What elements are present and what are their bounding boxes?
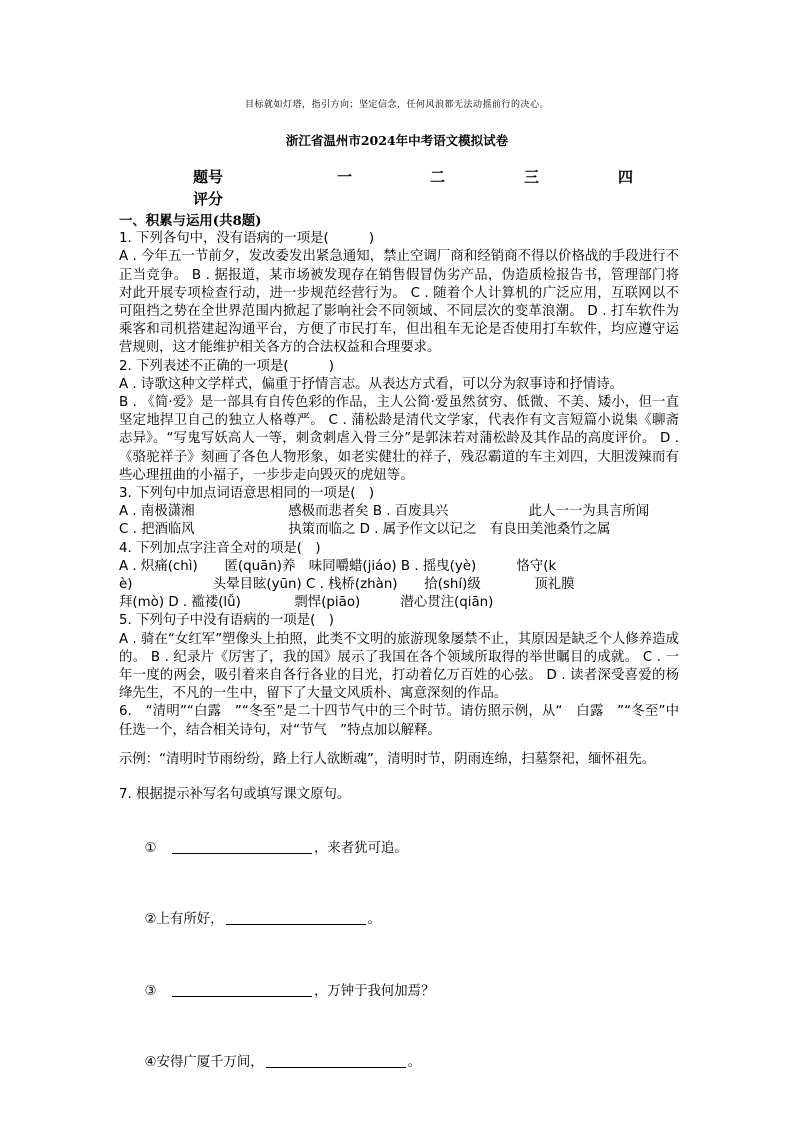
q7-item-3-prefix: ③ (144, 983, 170, 999)
score-table-col-1: 一 (337, 168, 353, 186)
q7-stem: 7. 根据提示补写名句或填写课文原句。 (119, 787, 351, 803)
answer-blank[interactable] (172, 840, 312, 854)
answer-blank[interactable] (172, 983, 312, 997)
q7-item-1-prefix: ① (144, 840, 170, 856)
q3-line-2: C . 把酒临风 执策而临之 D . 属予作文以记之 有良田美池桑竹之属 (119, 522, 611, 538)
score-table-header-label: 题号 (193, 168, 224, 186)
q6-example: 示例：“清明时节雨纷纷，路上行人欲断魂”，清明时节，阴雨连绵，扫墓祭祀，缅怀祖先。 (119, 751, 656, 767)
question-content (119, 212, 684, 1091)
exam-title: 浙江省温州市2024年中考语文模拟试卷 (285, 133, 509, 148)
q2-option-a: A . 诗歌这种文学样式，偏重于抒情言志。从表达方式看，可以分为叙事诗和抒情诗。 (119, 376, 623, 392)
motto-header: 目标就如灯塔，指引方向；坚定信念，任何风浪都无法动摇前行的决心。 (244, 100, 549, 110)
q4-stem: 4. 下列加点字注音全对的项是( ) (119, 540, 321, 556)
q6-stem: 6. “清明”“白露 ”“冬至”是二十四节气中的三个时节。请仿照示例，从“ 白露 ”“冬至”中任选一个，结合相关诗句，对“节气 ”特点加以解释。 (119, 704, 679, 738)
q4-line-2: è) 头晕目眩(yūn) C . 栈桥(zhàn) 拾(shí)级 顶礼膜 (119, 577, 575, 593)
score-table (0, 166, 794, 206)
q7-item-1 (119, 821, 679, 876)
section-heading: 一、积累与运用(共8题) (119, 213, 262, 229)
q7-item-2-suffix: 。 (367, 912, 381, 928)
q4-line-3: 拜(mò) D . 褴褛(lǚ) 剽悍(piāo) 潜心贯注(qiān) (119, 595, 494, 611)
q1-stem: 1. 下列各句中，没有语病的一项是( ) (119, 231, 375, 247)
q7-item-4-prefix: ④安得广厦千万间， (144, 1055, 264, 1071)
answer-blank[interactable] (266, 1054, 406, 1068)
q7-item-2-prefix: ②上有所好， (144, 912, 224, 928)
q3-stem: 3. 下列句中加点词语意思相同的一项是( ) (119, 486, 375, 502)
q7-item-4-suffix: 。 (407, 1055, 422, 1071)
q4-line-1: A . 炽痛(chì) 匿(quān)养 味同嚼蜡(jiáo) B . 摇曳(yè) 恪守(k (119, 558, 557, 574)
q7-item-3 (119, 965, 679, 1020)
q5-options: A . 骑在“女红军”塑像头上拍照，此类不文明的旅游现象屡禁不止，其原因是缺乏个人修养造成的。 B . 纪录片《厉害了，我的国》展示了我国在各个领域所取得的举世瞩目的成就。 C . 一年一度的两会，吸引着来自各行各业的目光，打动着亿万百姓的心弦。 D . 读者深受喜爱的杨绛先生，不凡的一生中，留下了大量文风质朴、寓意深刻的作品。 (119, 631, 679, 702)
q1-options: A . 今年五一节前夕，发改委发出紧急通知，禁止空调厂商和经销商不得以价格战的手段进行不正当竞争。 B . 据报道，某市场被发现存在销售假冒伪劣产品，伪造质检报告书，管理部门将对此开展专项检查行动，进一步规范经营行为。 C . 随着个人计算机的广泛应用，互联网以不可阻挡之势在全世界范围内掀起了影响社会不同领域、不同层次的变革浪潮。 D . 打车软件为乘客和司机搭建起沟通平台，方便了市民打车，但出租车无论是否使用打车软件，均应遵守运营规则，这才能维护相关各方的合法权益和合理要求。 (119, 249, 679, 356)
score-table-col-4: 四 (618, 168, 634, 186)
q5-stem: 5. 下列句子中没有语病的一项是( ) (119, 613, 334, 629)
q2-stem: 2. 下列表述不正确的一项是( ) (119, 358, 334, 374)
score-table-col-2: 二 (430, 168, 446, 186)
q7-item-2 (119, 893, 679, 948)
q3-line-1: A . 南极潇湘 感极而悲者矣 B . 百废具兴 此人一一为具言所闻 (119, 504, 650, 520)
answer-blank[interactable] (226, 911, 366, 925)
q7-item-1-suffix: ，来者犹可追。 (313, 840, 408, 856)
q7-item-4 (119, 1036, 679, 1091)
score-table-score-label: 评分 (193, 190, 224, 208)
q2-options: B . 《简·爱》是一部具有自传色彩的作品，主人公简·爱虽然贫穷、低微、不美、矮小，但一直坚定地捍卫自己的独立人格尊严。 C . 蒲松龄是清代文学家，代表作有文言短篇小说集《聊斋志异》。“写鬼写妖高人一等，刺贪刺虐入骨三分”是郭沫若对蒲松龄及其作品的高度评价。 D . 《骆驼祥子》刻画了各色人物形象，如老实健壮的祥子，残忍霸道的车主刘四，大胆泼辣而有些心理扭曲的小福子，一步步走向毁灭的虎妞等。 (119, 395, 684, 483)
score-table-col-3: 三 (524, 168, 540, 186)
q7-item-3-suffix: ，万钟于我何加焉？ (313, 983, 435, 999)
